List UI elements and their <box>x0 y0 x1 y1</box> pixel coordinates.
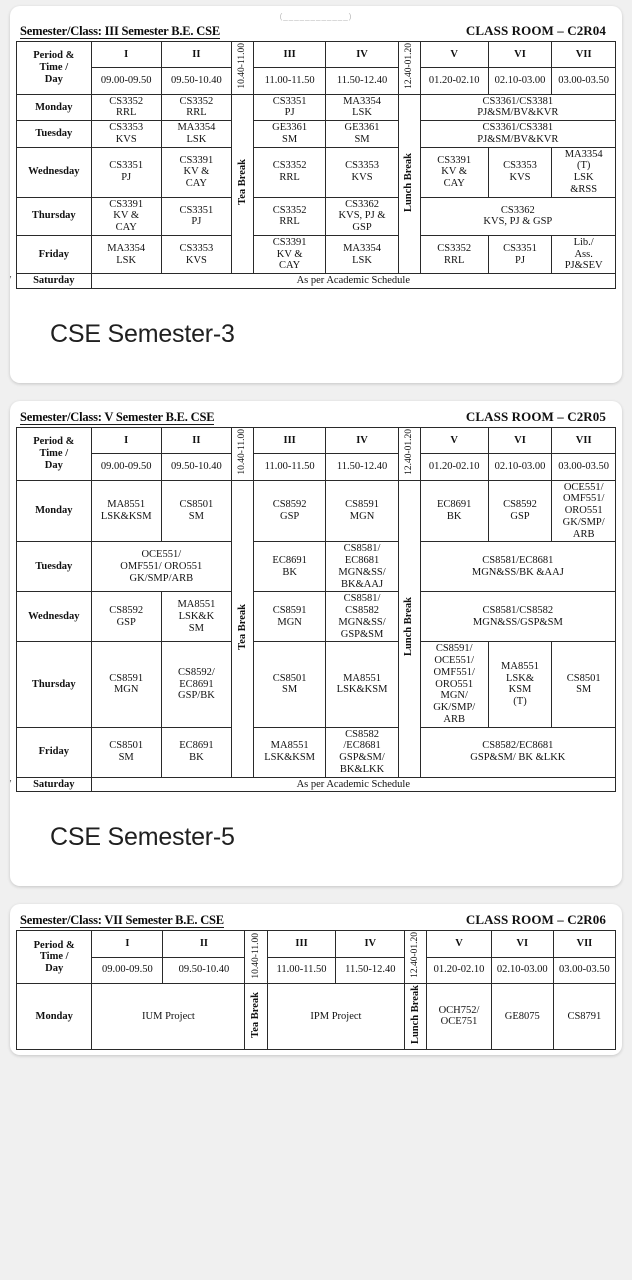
schedule-cell: CS8501 SM <box>552 642 616 727</box>
table-row <box>17 727 616 777</box>
schedule-cell: CS3391 KV & CAY <box>420 147 488 197</box>
period-time-3: 11.00-11.50 <box>253 68 325 94</box>
schedule-cell: MA8551 LSK&KSM <box>91 480 161 542</box>
academic-schedule-note: As per Academic Schedule <box>91 777 615 792</box>
schedule-cell: MA8551 LSK&K SM <box>161 592 231 642</box>
schedule-cell: CS8592 GSP <box>91 592 161 642</box>
day-label: Thursday <box>17 642 92 727</box>
table-header-row-time <box>17 957 616 983</box>
period-roman-1: I <box>91 427 161 453</box>
schedule-cell: CS8592 GSP <box>488 480 552 542</box>
schedule-cell: EC8691 BK <box>420 480 488 542</box>
table-row-saturday <box>17 274 616 289</box>
schedule-cell: CS3351 PJ <box>161 197 231 235</box>
corner-period-time-day: Period & Time / Day <box>17 931 92 984</box>
schedule-cell: CS3352 RRL <box>253 197 325 235</box>
period-time-4: 11.50-12.40 <box>336 957 405 983</box>
period-roman-6: VI <box>491 931 553 957</box>
lunch-break-time: 12.40-01.20 <box>398 42 420 95</box>
table-header-row-roman <box>17 42 616 68</box>
ghost-header-text: (____________) <box>279 12 353 21</box>
timetable-body-sem3 <box>17 94 616 288</box>
schedule-cell: CS3362 KVS, PJ & GSP <box>420 197 615 235</box>
lunch-break-label: Lunch Break <box>398 480 420 777</box>
schedule-cell: CS8591 MGN <box>91 642 161 727</box>
schedule-cell: CS8582 /EC8681 GSP&SM/ BK&LKK <box>326 727 398 777</box>
schedule-cell: CS3352 RRL <box>253 147 325 197</box>
schedule-cell: CS3391 KV & CAY <box>253 235 325 273</box>
schedule-cell: CS8581/ CS8582 MGN&SS/ GSP&SM <box>326 592 398 642</box>
timetable-header-sem3 <box>16 21 616 40</box>
schedule-cell: CS8501 SM <box>161 480 231 542</box>
table-row <box>17 480 616 542</box>
schedule-cell: EC8691 BK <box>161 727 231 777</box>
schedule-cell: CS3353 KVS <box>488 147 552 197</box>
class-room-label: CLASS ROOM – C2R05 <box>465 408 606 424</box>
table-row <box>17 94 616 121</box>
period-time-2: 09.50-10.40 <box>161 68 231 94</box>
table-header-row-roman <box>17 931 616 957</box>
period-time-5: 01.20-02.10 <box>427 957 491 983</box>
academic-schedule-note: As per Academic Schedule <box>91 274 615 289</box>
day-label: Friday <box>17 235 92 273</box>
schedule-cell: CS3351 PJ <box>91 147 161 197</box>
period-roman-2: II <box>161 427 231 453</box>
schedule-cell: CS3391 KV & CAY <box>161 147 231 197</box>
lunch-break-label: Lunch Break <box>398 94 420 274</box>
schedule-cell: CS3351 PJ <box>488 235 552 273</box>
schedule-cell: CS8592 GSP <box>253 480 325 542</box>
schedule-cell: MA3354 LSK <box>326 94 398 121</box>
timetable-body-sem5 <box>17 480 616 792</box>
timetable-page <box>0 6 632 1055</box>
period-roman-4: IV <box>336 931 405 957</box>
period-time-2: 09.50-10.40 <box>161 454 231 480</box>
period-roman-6: VI <box>488 427 552 453</box>
day-label: Wednesday <box>17 592 92 642</box>
period-roman-1: I <box>92 931 163 957</box>
table-row <box>17 197 616 235</box>
table-header-row-time <box>17 454 616 480</box>
period-time-2: 09.50-10.40 <box>163 957 245 983</box>
period-roman-5: V <box>420 427 488 453</box>
timetable-header-sem7 <box>16 910 616 929</box>
period-roman-6: VI <box>488 42 552 68</box>
day-label: Friday <box>17 727 92 777</box>
schedule-cell: CS3352 RRL <box>91 94 161 121</box>
schedule-cell: Lib./ Ass. PJ&SEV <box>552 235 616 273</box>
schedule-cell: CS8501 SM <box>91 727 161 777</box>
table-header-row-roman <box>17 427 616 453</box>
schedule-cell: OCH752/ OCE751 <box>427 984 491 1050</box>
period-roman-4: IV <box>326 42 398 68</box>
schedule-cell: MA3354 LSK <box>91 235 161 273</box>
schedule-cell: MA3354 LSK <box>326 235 398 273</box>
schedule-cell: MA8551 LSK&KSM <box>253 727 325 777</box>
class-room-label: CLASS ROOM – C2R06 <box>465 912 606 928</box>
tea-break-time: 10.40-11.00 <box>232 427 254 480</box>
schedule-cell: CS3353 KVS <box>161 235 231 273</box>
tea-break-label: Tea Break <box>232 480 254 777</box>
schedule-cell: CS8591 MGN <box>253 592 325 642</box>
lunch-break-time: 12.40-01.20 <box>405 931 427 984</box>
day-label: Monday <box>17 94 92 121</box>
schedule-cell: CS8791 <box>553 984 615 1050</box>
tea-break-time: 10.40-11.00 <box>232 42 254 95</box>
period-time-6: 02.10-03.00 <box>488 454 552 480</box>
table-row <box>17 642 616 727</box>
tea-break-label: Tea Break <box>245 984 267 1050</box>
table-row <box>17 984 616 1050</box>
schedule-cell: EC8691 BK <box>253 542 325 592</box>
lunch-break-time: 12.40-01.20 <box>398 427 420 480</box>
table-row <box>17 235 616 273</box>
period-roman-3: III <box>267 931 336 957</box>
caption-sem5: CSE Semester-5 <box>50 823 235 852</box>
schedule-cell: CS8591/ OCE551/ OMF551/ ORO551 MGN/ GK/SMP/ ARB <box>420 642 488 727</box>
period-roman-3: III <box>253 42 325 68</box>
corner-period-time-day: Period & Time / Day <box>17 427 92 480</box>
schedule-cell: CS3352 RRL <box>420 235 488 273</box>
schedule-cell: GE8075 <box>491 984 553 1050</box>
schedule-cell: CS8581/CS8582 MGN&SS/GSP&SM <box>420 592 615 642</box>
schedule-cell: MA8551 LSK& KSM (T) <box>488 642 552 727</box>
period-time-1: 09.00-09.50 <box>92 957 163 983</box>
day-label: Wednesday <box>17 147 92 197</box>
period-time-7: 03.00-03.50 <box>552 68 616 94</box>
schedule-cell: CS8591 MGN <box>326 480 398 542</box>
period-roman-7: VII <box>552 42 616 68</box>
schedule-cell: GE3361 SM <box>326 121 398 148</box>
period-roman-7: VII <box>552 427 616 453</box>
schedule-cell: CS3391 KV & CAY <box>91 197 161 235</box>
tea-break-label: Tea Break <box>232 94 254 274</box>
schedule-cell: CS3353 KVS <box>326 147 398 197</box>
period-roman-3: III <box>253 427 325 453</box>
day-label: Tuesday <box>17 121 92 148</box>
period-roman-5: V <box>427 931 491 957</box>
timetable-body-sem7 <box>17 984 616 1050</box>
period-time-5: 01.20-02.10 <box>420 68 488 94</box>
period-time-4: 11.50-12.40 <box>326 68 398 94</box>
schedule-cell: CS8592/ EC8691 GSP/BK <box>161 642 231 727</box>
caption-sem3: CSE Semester-3 <box>50 319 235 348</box>
period-time-6: 02.10-03.00 <box>491 957 553 983</box>
day-label: Saturday <box>17 274 92 289</box>
schedule-cell: CS8582/EC8681 GSP&SM/ BK &LKK <box>420 727 615 777</box>
period-roman-2: II <box>163 931 245 957</box>
day-label: Thursday <box>17 197 92 235</box>
schedule-cell: CS3361/CS3381 PJ&SM/BV&KVR <box>420 94 615 121</box>
period-time-6: 02.10-03.00 <box>488 68 552 94</box>
timetable-sem7 <box>16 930 616 1049</box>
period-roman-7: VII <box>553 931 615 957</box>
period-roman-2: II <box>161 42 231 68</box>
period-time-1: 09.00-09.50 <box>91 454 161 480</box>
schedule-cell: MA8551 LSK&KSM <box>326 642 398 727</box>
day-label: Tuesday <box>17 542 92 592</box>
day-label: Monday <box>17 480 92 542</box>
schedule-cell: OCE551/ OMF551/ ORO551 GK/SMP/ ARB <box>552 480 616 542</box>
timetable-sem3 <box>16 41 616 289</box>
schedule-cell: IPM Project <box>267 984 405 1050</box>
schedule-cell: IUM Project <box>92 984 245 1050</box>
lunch-break-label: Lunch Break <box>405 984 427 1050</box>
table-row <box>17 121 616 148</box>
schedule-cell: CS3352 RRL <box>161 94 231 121</box>
corner-period-time-day: Period & Time / Day <box>17 42 92 95</box>
table-row <box>17 542 616 592</box>
period-time-1: 09.00-09.50 <box>91 68 161 94</box>
timetable-card-sem7 <box>10 904 622 1054</box>
period-roman-4: IV <box>326 427 398 453</box>
period-time-4: 11.50-12.40 <box>326 454 398 480</box>
period-roman-1: I <box>91 42 161 68</box>
period-time-3: 11.00-11.50 <box>253 454 325 480</box>
semester-class-title: Semester/Class: III Semester B.E. CSE <box>20 23 220 38</box>
schedule-cell: CS8501 SM <box>253 642 325 727</box>
schedule-cell: CS8581/ EC8681 MGN&SS/ BK&AAJ <box>326 542 398 592</box>
semester-class-title: Semester/Class: VII Semester B.E. CSE <box>20 912 224 927</box>
schedule-cell: MA3354 (T) LSK &RSS <box>552 147 616 197</box>
table-row <box>17 592 616 642</box>
schedule-cell: CS3353 KVS <box>91 121 161 148</box>
schedule-cell: MA3354 LSK <box>161 121 231 148</box>
day-label: Saturday <box>17 777 92 792</box>
schedule-cell: CS3362 KVS, PJ & GSP <box>326 197 398 235</box>
class-room-label: CLASS ROOM – C2R04 <box>465 23 606 38</box>
period-time-3: 11.00-11.50 <box>267 957 336 983</box>
day-label: Monday <box>17 984 92 1050</box>
timetable-sem5 <box>16 427 616 792</box>
semester-class-title: Semester/Class: V Semester B.E. CSE <box>20 409 215 424</box>
timetable-card-sem3 <box>10 6 622 383</box>
period-time-5: 01.20-02.10 <box>420 454 488 480</box>
table-row <box>17 147 616 197</box>
table-header-row-time <box>17 68 616 94</box>
tea-break-time: 10.40-11.00 <box>245 931 267 984</box>
period-roman-5: V <box>420 42 488 68</box>
schedule-cell: GE3361 SM <box>253 121 325 148</box>
timetable-header-sem5 <box>16 407 616 426</box>
schedule-cell: CS3361/CS3381 PJ&SM/BV&KVR <box>420 121 615 148</box>
schedule-cell: CS3351 PJ <box>253 94 325 121</box>
table-row-saturday <box>17 777 616 792</box>
period-time-7: 03.00-03.50 <box>553 957 615 983</box>
schedule-cell: CS8581/EC8681 MGN&SS/BK &AAJ <box>420 542 615 592</box>
timetable-card-sem5 <box>10 401 622 886</box>
schedule-cell: OCE551/ OMF551/ ORO551 GK/SMP/ARB <box>91 542 231 592</box>
period-time-7: 03.00-03.50 <box>552 454 616 480</box>
